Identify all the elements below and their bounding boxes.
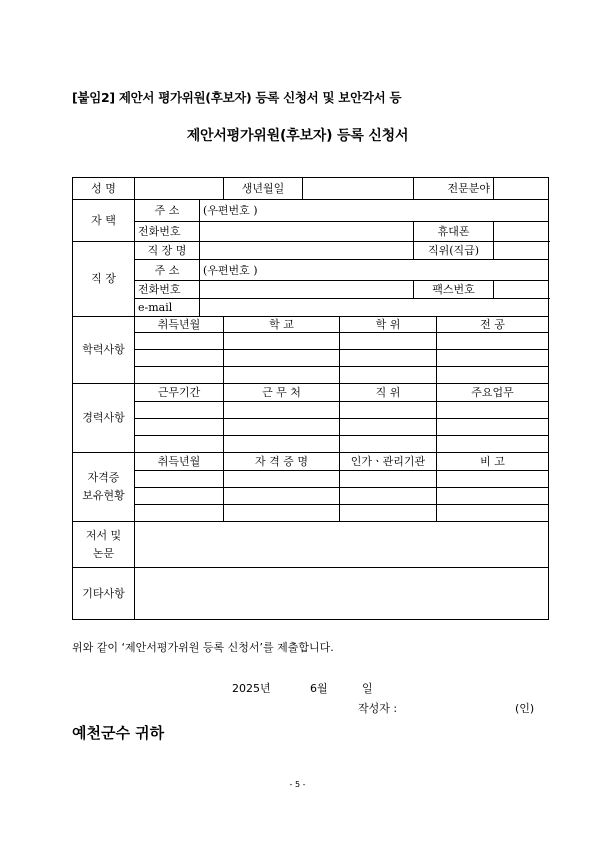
company-row (73, 242, 549, 260)
career-cell[interactable] (135, 436, 224, 453)
education-cell[interactable] (224, 333, 340, 350)
license-cell[interactable] (340, 488, 437, 505)
field-cell[interactable] (494, 178, 549, 200)
email-label: e-mail (135, 299, 200, 317)
career-header-row (73, 384, 549, 402)
license-row (73, 505, 549, 522)
education-cell[interactable] (340, 350, 437, 367)
etc-cell[interactable] (135, 568, 549, 620)
education-col-date: 취득년월 (135, 317, 224, 333)
work-phone-label: 전화번호 (135, 281, 200, 299)
papers-label (73, 522, 135, 568)
education-cell[interactable] (340, 367, 437, 384)
education-cell[interactable] (437, 367, 549, 384)
career-col-period: 근무기간 (135, 384, 224, 402)
license-col-name: 자 격 증 명 (224, 453, 340, 471)
position-label: 직위(직급) (414, 242, 494, 260)
license-cell[interactable] (437, 505, 549, 522)
education-row (73, 367, 549, 384)
form-title: 제안서평가위원(후보자) 등록 신청서 (186, 128, 409, 144)
license-cell[interactable] (437, 471, 549, 488)
career-cell[interactable] (135, 419, 224, 436)
home-phone-label: 전화번호 (135, 222, 200, 242)
license-cell[interactable] (224, 471, 340, 488)
birth-cell[interactable] (303, 178, 414, 200)
career-row (73, 419, 549, 436)
addressee: 예천군수 귀하 (72, 724, 165, 742)
license-row (73, 488, 549, 505)
license-col-agency: 인가ㆍ관리기관 (340, 453, 437, 471)
work-section-label: 직 장 (73, 242, 135, 317)
career-cell[interactable] (340, 419, 437, 436)
education-cell[interactable] (224, 350, 340, 367)
fax-label: 팩스번호 (414, 281, 494, 299)
home-address-label (135, 200, 200, 222)
date-month: 6월 (310, 682, 328, 695)
papers-row (73, 522, 549, 568)
submission-statement: 위와 같이 ‘제안서평가위원 등록 신청서’를 제출합니다. (72, 641, 334, 654)
home-address-label-text: 주 소 (154, 204, 180, 217)
education-col-school: 학 교 (224, 317, 340, 333)
education-row (73, 350, 549, 367)
career-col-duty: 주요업무 (437, 384, 549, 402)
work-address-label-text: 주 소 (154, 263, 180, 277)
field-label: 전문분야 (414, 178, 494, 200)
education-cell[interactable] (135, 367, 224, 384)
mobile-cell[interactable] (494, 222, 549, 242)
license-cell[interactable] (135, 488, 224, 505)
etc-row (73, 568, 549, 620)
license-row (73, 471, 549, 488)
license-col-note: 비 고 (437, 453, 549, 471)
license-cell[interactable] (437, 488, 549, 505)
date-year: 2025년 (232, 682, 271, 695)
education-row (73, 333, 549, 350)
license-cell[interactable] (135, 505, 224, 522)
license-col-date: 취득년월 (135, 453, 224, 471)
papers-label-line2: 논문 (92, 546, 115, 560)
papers-label-line1: 저서 및 (85, 528, 122, 542)
date-day: 일 (362, 682, 373, 695)
license-cell[interactable] (340, 505, 437, 522)
education-cell[interactable] (224, 367, 340, 384)
career-cell[interactable] (437, 402, 549, 419)
education-col-degree: 학 위 (340, 317, 437, 333)
home-phone-row (73, 222, 549, 242)
education-section-label: 학력사항 (73, 317, 135, 384)
license-header-row (73, 453, 549, 471)
license-cell[interactable] (224, 505, 340, 522)
license-cell[interactable] (340, 471, 437, 488)
attachment-title: [붙임2] 제안서 평가위원(후보자) 등록 신청서 및 보안각서 등 (72, 90, 402, 105)
career-col-position: 직 위 (340, 384, 437, 402)
page-number: - 5 - (289, 780, 306, 789)
education-cell[interactable] (437, 350, 549, 367)
career-row (73, 402, 549, 419)
license-cell[interactable] (224, 488, 340, 505)
email-row (73, 299, 549, 317)
work-address-label (135, 260, 200, 281)
career-cell[interactable] (224, 436, 340, 453)
career-cell[interactable] (437, 419, 549, 436)
education-col-major: 전 공 (437, 317, 549, 333)
company-cell[interactable] (200, 242, 414, 260)
license-section-label (73, 453, 135, 522)
education-cell[interactable] (135, 333, 224, 350)
career-cell[interactable] (135, 402, 224, 419)
career-cell[interactable] (224, 402, 340, 419)
writer-label: 작성자 : (358, 702, 398, 715)
education-cell[interactable] (437, 333, 549, 350)
name-cell[interactable] (135, 178, 224, 200)
birth-label: 생년월일 (224, 178, 303, 200)
career-cell[interactable] (437, 436, 549, 453)
name-label: 성 명 (73, 178, 135, 200)
work-address-row (73, 260, 549, 281)
etc-label: 기타사항 (73, 568, 135, 620)
work-address-cell[interactable] (200, 260, 549, 281)
license-cell[interactable] (135, 471, 224, 488)
career-section-label: 경력사항 (73, 384, 135, 453)
fax-cell[interactable] (494, 281, 549, 299)
seal-mark: (인) (515, 702, 535, 715)
mobile-label: 휴대폰 (414, 222, 494, 242)
career-cell[interactable] (224, 419, 340, 436)
career-col-workplace: 근 무 처 (224, 384, 340, 402)
license-label-line2: 보유현황 (82, 489, 125, 502)
home-phone-cell[interactable] (200, 222, 414, 242)
license-label-line1: 자격증 (87, 471, 120, 485)
papers-cell[interactable] (135, 522, 549, 568)
email-cell[interactable] (200, 299, 549, 317)
home-address-cell[interactable] (200, 200, 549, 222)
education-cell[interactable] (135, 350, 224, 367)
home-postcode-hint: (우편번호 ) (203, 204, 258, 217)
application-form-table (72, 177, 549, 620)
education-cell[interactable] (340, 333, 437, 350)
home-section-label: 자 택 (73, 200, 135, 242)
career-cell[interactable] (340, 402, 437, 419)
name-row (73, 178, 549, 200)
position-cell[interactable] (494, 242, 549, 260)
company-label: 직 장 명 (135, 242, 200, 260)
career-cell[interactable] (340, 436, 437, 453)
work-phone-row (73, 281, 549, 299)
work-phone-cell[interactable] (200, 281, 414, 299)
work-postcode-hint: (우편번호 ) (203, 263, 258, 277)
home-address-row (73, 200, 549, 222)
education-header-row (73, 317, 549, 333)
career-row (73, 436, 549, 453)
